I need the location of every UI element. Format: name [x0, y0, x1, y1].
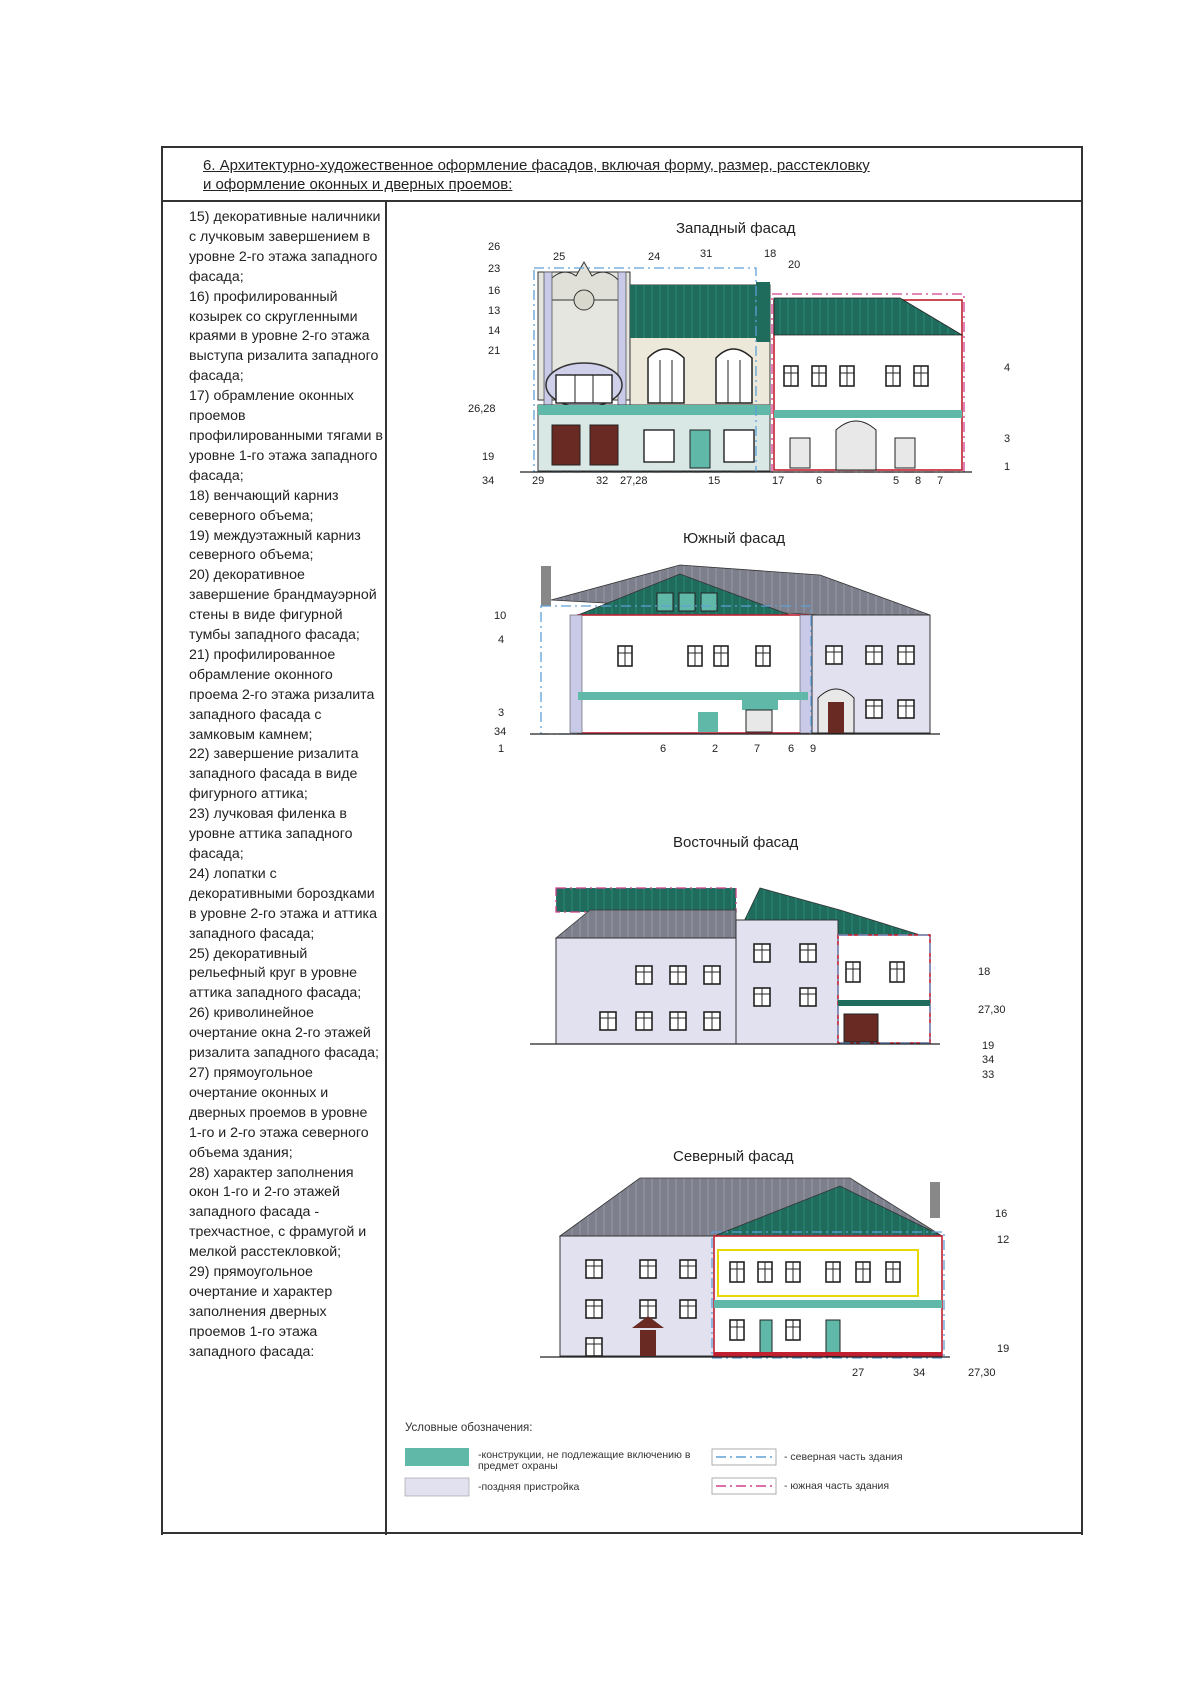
legend-swatch-not-protected [405, 1448, 469, 1466]
legend-late-addition: -поздняя пристройка [478, 1481, 580, 1493]
legend-not-protected: -конструкции, не подлежащие включению в предмет охраны [478, 1449, 691, 1472]
west-label: 7 [937, 475, 944, 487]
north-label: 16 [995, 1208, 1008, 1220]
south-label: 9 [810, 743, 817, 755]
section-title-line1: 6. Архитектурно-художественное оформление фасадов, включая форму, размер, расстекловку [203, 157, 870, 174]
west-label: 14 [488, 325, 501, 337]
south-label: 7 [754, 743, 761, 755]
north-facade-title: Северный фасад [673, 1148, 794, 1165]
legend-swatch-late-addition [405, 1478, 469, 1496]
west-label: 20 [788, 259, 801, 271]
west-label: 26,28 [468, 403, 496, 415]
south-label: 2 [712, 743, 719, 755]
criteria-item: 25) декоративный рельефный круг в уровне аттика западного фасада; [189, 945, 362, 1002]
east-facade [530, 834, 1006, 1081]
south-label: 3 [498, 707, 505, 719]
west-label: 23 [488, 263, 501, 275]
criteria-item: 16) профилированный козырек со скругленными краями в уровне 2-го этажа выступа ризалита западного фасада; [189, 288, 379, 385]
west-label: 29 [532, 475, 545, 487]
criteria-item: 18) венчающий карниз северного объема; [189, 487, 339, 524]
criteria-item: 15) декоративные наличники с лучковым завершением в уровне 2-го этажа западного фасада; [189, 209, 381, 285]
criteria-item: 17) обрамление оконных проемов профилированными тягами в уровне 1-го этажа западного фасада; [189, 388, 383, 484]
north-facade [540, 1148, 1009, 1379]
criteria-item: 21) профилированное обрамление оконного проема 2-го этажа ризалита западного фасада с замковым камнем; [189, 646, 375, 743]
north-label: 34 [913, 1367, 926, 1379]
south-label: 4 [498, 634, 505, 646]
west-label: 15 [708, 475, 721, 487]
west-label: 21 [488, 345, 501, 357]
north-label: 19 [997, 1343, 1010, 1355]
south-label: 6 [788, 743, 795, 755]
east-facade-title: Восточный фасад [673, 834, 799, 851]
east-label: 33 [982, 1069, 995, 1081]
criteria-item: 27) прямоугольное очертание оконных и дверных проемов в уровне 1-го и 2-го этажа северного объема здания; [189, 1064, 369, 1161]
section-title-line2: и оформление оконных и дверных проемов: [203, 176, 513, 193]
west-label: 5 [893, 475, 900, 487]
west-facade-title: Западный фасад [676, 220, 796, 237]
east-label: 18 [978, 966, 991, 978]
west-label: 27,28 [620, 475, 648, 487]
west-label: 18 [764, 248, 777, 260]
south-label: 34 [494, 726, 507, 738]
legend-south-part: - южная часть здания [784, 1480, 890, 1492]
north-label: 12 [997, 1234, 1010, 1246]
west-label: 3 [1004, 433, 1011, 445]
legend-north-part: - северная часть здания [784, 1451, 903, 1463]
north-label: 27,30 [968, 1367, 996, 1379]
east-label: 27,30 [978, 1004, 1006, 1016]
criteria-item: 28) характер заполнения окон 1-го и 2-го этажей западного фасада - трехчастное, с фрамугой и мелкой расстекловкой; [189, 1164, 367, 1261]
west-label: 26 [488, 241, 501, 253]
west-label: 16 [488, 285, 501, 297]
criteria-item: 22) завершение ризалита западного фасада в виде фигурного аттика; [189, 746, 359, 803]
west-label: 31 [700, 248, 713, 260]
west-label: 13 [488, 305, 501, 317]
west-label: 17 [772, 475, 785, 487]
legend-title: Условные обозначения: [405, 1422, 533, 1434]
west-label: 8 [915, 475, 922, 487]
criteria-item: 24) лопатки с декоративными бороздками в уровне 2-го этажа и аттика западного фасада; [189, 865, 377, 942]
west-label: 25 [553, 251, 566, 263]
south-facade-title: Южный фасад [683, 530, 786, 547]
east-label: 19 [982, 1040, 995, 1052]
criteria-item: 26) криволинейное очертание окна 2-го этажей ризалита западного фасада; [189, 1005, 379, 1062]
criteria-item: 23) лучковая филенка в уровне аттика западного фасада; [189, 806, 353, 862]
south-label: 1 [498, 743, 505, 755]
west-label: 32 [596, 475, 609, 487]
west-label: 34 [482, 475, 495, 487]
west-label: 4 [1004, 362, 1011, 374]
east-label: 34 [982, 1054, 995, 1066]
west-label: 6 [816, 475, 823, 487]
criteria-item: 29) прямоугольное очертание и характер заполнения дверных проемов 1-го этажа западного фасада: [189, 1264, 333, 1360]
criteria-item: 19) междуэтажный карниз северного объема; [189, 527, 361, 564]
south-label: 6 [660, 743, 667, 755]
west-label: 1 [1004, 461, 1011, 473]
west-facade [468, 220, 1010, 487]
north-label: 27 [852, 1367, 865, 1379]
criteria-item: 20) декоративное завершение брандмауэрной стены в виде фигурной тумбы западного фасада; [189, 567, 377, 644]
west-label: 19 [482, 451, 495, 463]
south-facade [494, 530, 940, 755]
west-label: 24 [648, 251, 661, 263]
south-label: 10 [494, 610, 507, 622]
